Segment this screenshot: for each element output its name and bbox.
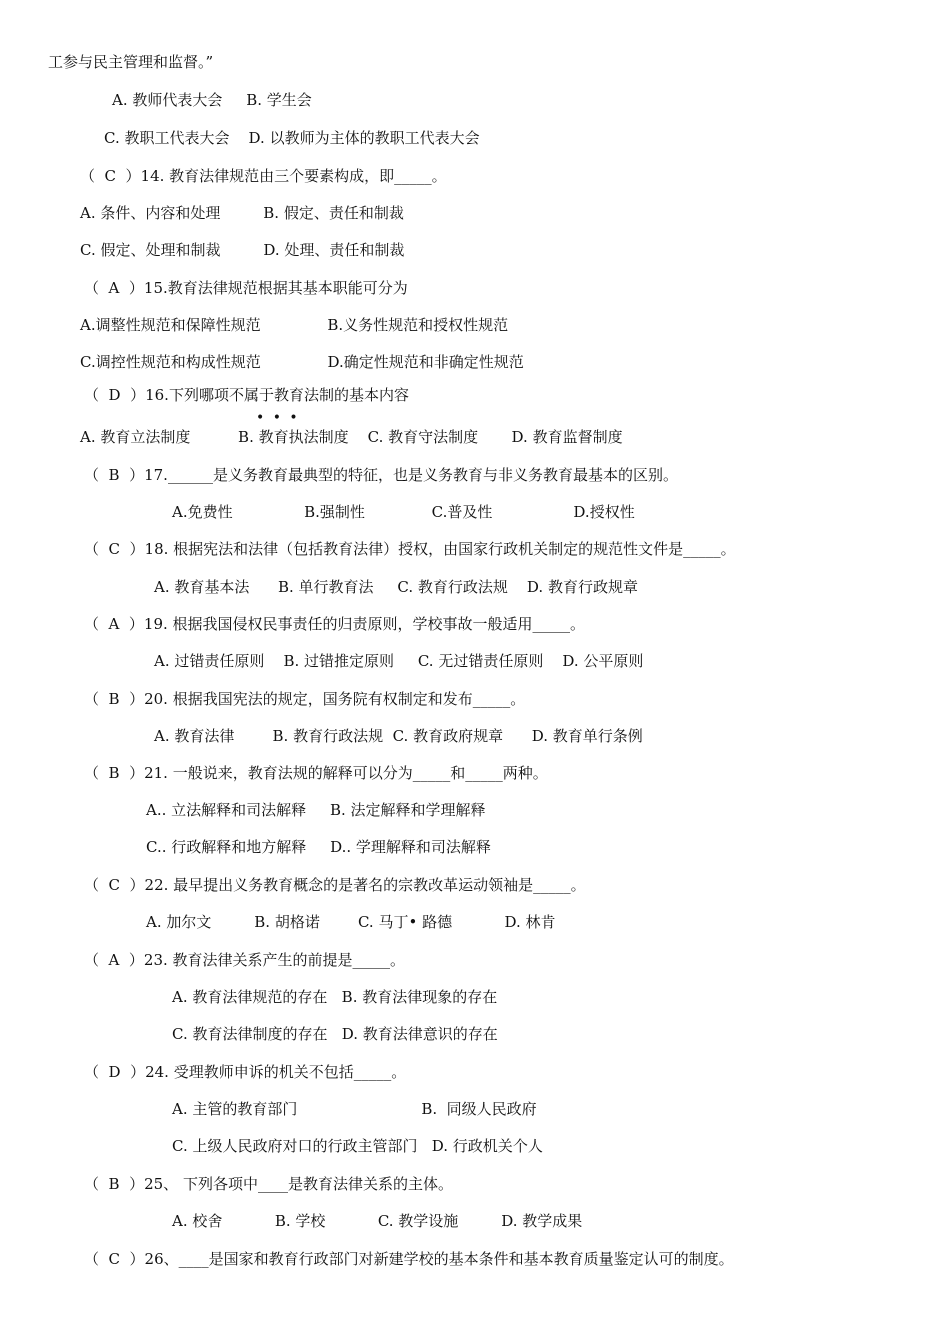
question-23: （ A ）23. 教育法律关系产生的前提是_____。 xyxy=(84,951,406,969)
option-line: A.调整性规范和保障性规范 B.义务性规范和授权性规范 xyxy=(80,316,509,334)
question-26: （ C ）26、____是国家和教育行政部门对新建学校的基本条件和基本教育质量鉴定认可的制度。 xyxy=(84,1250,734,1268)
option-line: A. 过错责任原则 B. 过错推定原则 C. 无过错责任原则 D. 公平原则 xyxy=(154,652,644,670)
option-line: C. 上级人民政府对口的行政主管部门 D. 行政机关个人 xyxy=(172,1137,543,1155)
question-16: （ D ）16.下列哪项不属于教育法制的基本内容 xyxy=(84,386,409,404)
option-line: C.调控性规范和构成性规范 D.确定性规范和非确定性规范 xyxy=(80,353,524,371)
option-line: A.. 立法解释和司法解释 B. 法定解释和学理解释 xyxy=(146,801,486,819)
option-line: A. 主管的教育部门 B. 同级人民政府 xyxy=(172,1100,537,1118)
option-line: A. 教育基本法 B. 单行教育法 C. 教育行政法规 D. 教育行政规章 xyxy=(154,578,638,596)
option-line: C. 教职工代表大会 D. 以教师为主体的教职工代表大会 xyxy=(104,129,480,147)
option-line: A. 条件、内容和处理 B. 假定、责任和制裁 xyxy=(80,204,404,222)
question-17: （ B ）17.______是义务教育最典型的特征，也是义务教育与非义务教育最基本的区别。 xyxy=(84,466,678,484)
question-25: （ B ）25、 下列各项中____是教育法律关系的主体。 xyxy=(84,1175,453,1193)
question-15: （ A ）15.教育法律规范根据其基本职能可分为 xyxy=(84,279,408,297)
option-line: A. 教师代表大会 B. 学生会 xyxy=(112,91,312,109)
option-line: A. 教育法律 B. 教育行政法规 C. 教育政府规章 D. 教育单行条例 xyxy=(154,727,643,745)
question-22: （ C ）22. 最早提出义务教育概念的是著名的宗教改革运动领袖是_____。 xyxy=(84,876,586,894)
question-24: （ D ）24. 受理教师申诉的机关不包括_____。 xyxy=(84,1063,407,1081)
option-line: C. 教育法律制度的存在 D. 教育法律意识的存在 xyxy=(172,1025,498,1043)
question-19: （ A ）19. 根据我国侵权民事责任的归责原则，学校事故一般适用_____。 xyxy=(84,615,586,633)
question-14: （ C ）14. 教育法律规范由三个要素构成，即_____。 xyxy=(80,167,447,185)
option-line: A. 教育立法制度 B. 教育执法制度 C. 教育守法制度 D. 教育监督制度 xyxy=(80,428,623,446)
question-21: （ B ）21. 一般说来，教育法规的解释可以分为_____和_____两种。 xyxy=(84,764,548,782)
question-18: （ C ）18. 根据宪法和法律（包括教育法律）授权，由国家行政机关制定的规范性文件是_____。 xyxy=(84,540,736,558)
question-20: （ B ）20. 根据我国宪法的规定，国务院有权制定和发布_____。 xyxy=(84,690,526,708)
option-line: C.. 行政解释和地方解释 D.. 学理解释和司法解释 xyxy=(146,838,491,856)
option-line: A. 校舍 B. 学校 C. 教学设施 D. 教学成果 xyxy=(172,1212,583,1230)
option-line: A. 加尔文 B. 胡格诺 C. 马丁• 路德 D. 林肯 xyxy=(146,913,556,931)
option-line: C. 假定、处理和制裁 D. 处理、责任和制裁 xyxy=(80,241,405,259)
option-line: A.免费性 B.强制性 C.普及性 D.授权性 xyxy=(172,503,635,521)
option-line: A. 教育法律规范的存在 B. 教育法律现象的存在 xyxy=(172,988,498,1006)
text-line: 工参与民主管理和监督。” xyxy=(48,53,214,71)
